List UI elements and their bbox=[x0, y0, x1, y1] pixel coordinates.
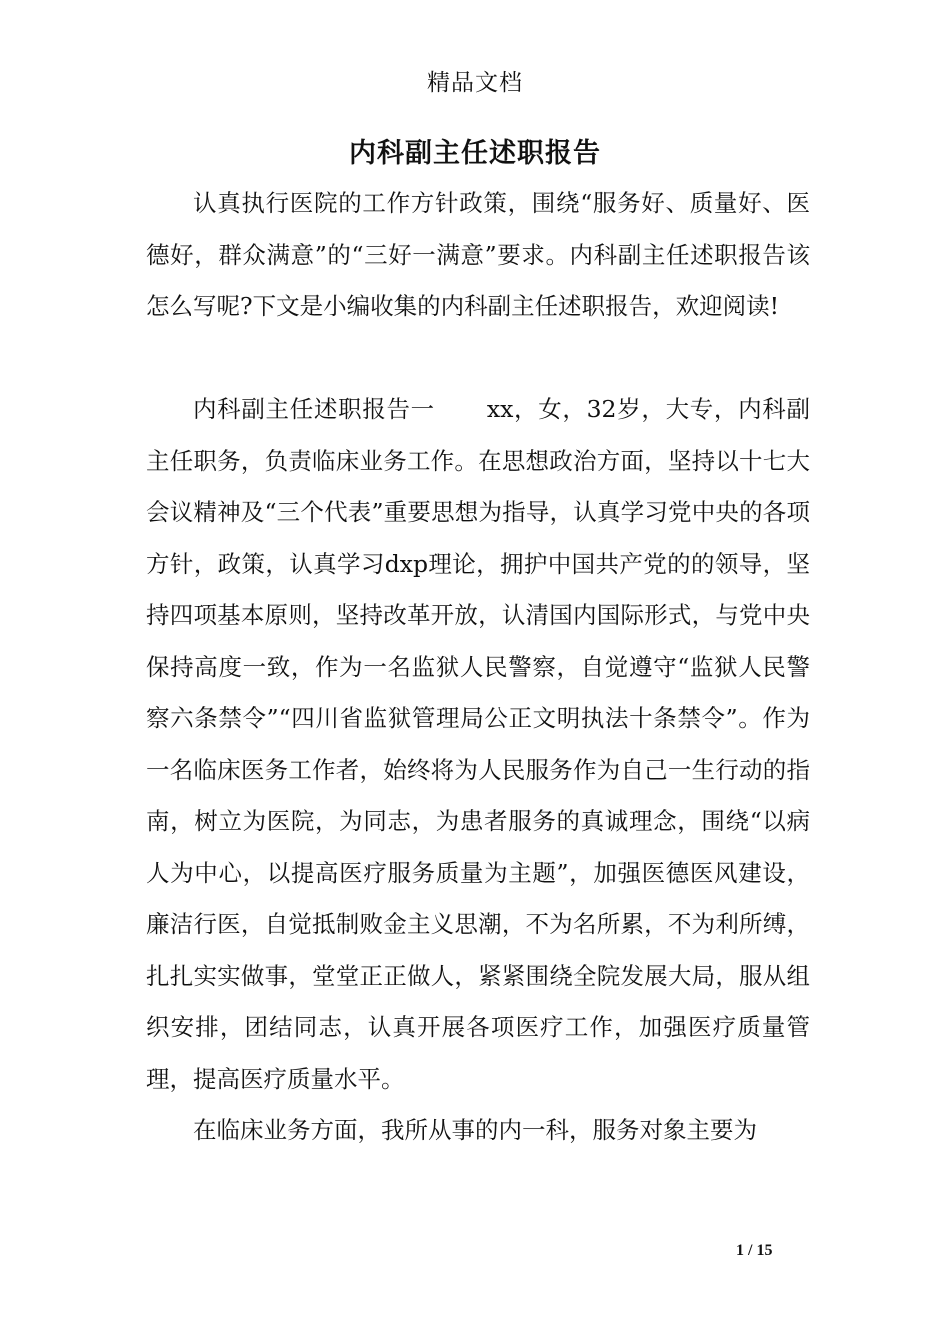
document-title: 内科副主任述职报告 bbox=[349, 138, 601, 169]
intro-paragraph: 认真执行医院的工作方针政策，围绕“服务好、质量好、医德好，群众满意”的“三好一满意”要求。内科副主任述职报告该怎么写呢?下文是小编收集的内科副主任述职报告，欢迎阅读! bbox=[146, 189, 810, 320]
document-body bbox=[146, 178, 810, 1157]
clinical-paragraph: 在临床业务方面，我所从事的内一科，服务对象主要为 bbox=[193, 1116, 757, 1144]
section-body: xx，女，32岁，大专，内科副主任职务，负责临床业务工作。在思想政治方面，坚持以十七大会议精神及“三个代表”重要思想为指导，认真学习党中央的各项方针，政策，认真学习dxp理论，拥护中国共产党的的领导，坚持四项基本原则，坚持改革开放，认清国内国际形式，与党中央保持高度一致，作为一名监狱人民警察，自觉遵守“监狱人民警察六条禁令”“四川省监狱管理局公正文明执法十条禁令”。作为一名临床医务工作者，始终将为人民服务作为自己一生行动的指南，树立为医院，为同志，为患者服务的真诚理念，围绕“以病人为中心，以提高医疗服务质量为主题”，加强医德医风建设，廉洁行医，自觉抵制败金主义思潮，不为名所累，不为利所缚，扎扎实实做事，堂堂正正做人，紧紧围绕全院发展大局，服从组织安排，团结同志，认真开展各项医疗工作，加强医疗质量管理，提高医疗质量水平。 bbox=[146, 395, 810, 1093]
page-number: 1 / 15 bbox=[736, 1242, 773, 1259]
section-paragraph bbox=[146, 384, 810, 1105]
section-heading: 内科副主任述职报告一 bbox=[193, 395, 435, 423]
paragraph-spacer bbox=[146, 333, 810, 385]
page-header: 精品文档 bbox=[427, 70, 523, 96]
